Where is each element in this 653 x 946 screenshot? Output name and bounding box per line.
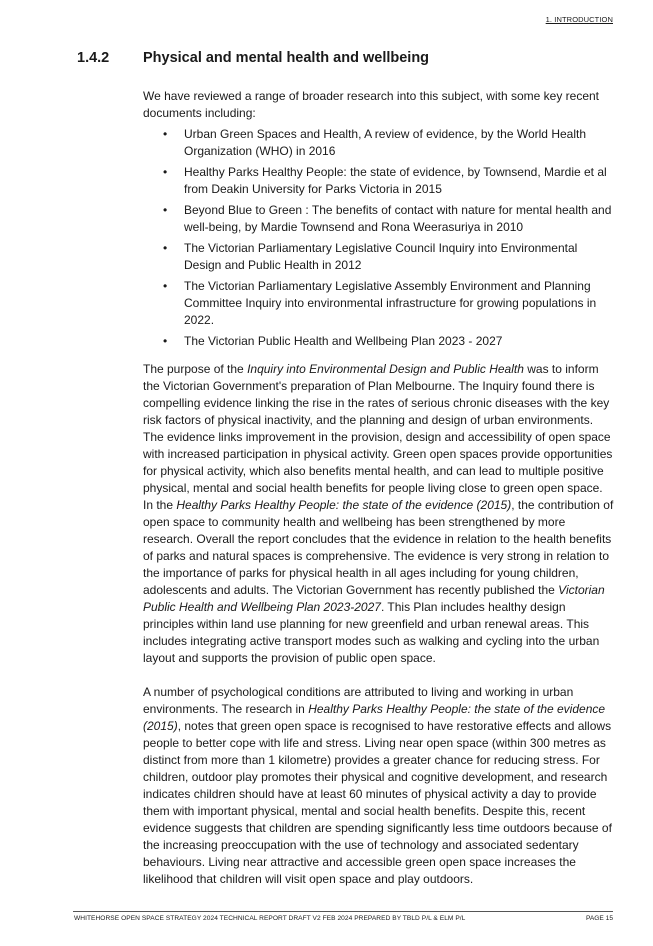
list-item-text: The Victorian Public Health and Wellbeing Plan 2023 - 2027 — [184, 334, 503, 348]
list-item-text: The Victorian Parliamentary Legislative Council Inquiry into Environmental Design and Public Health in 2012 — [184, 241, 578, 272]
list-item — [143, 278, 615, 329]
section-reference: 1. INTRODUCTION — [545, 15, 613, 24]
list-item-text: Healthy Parks Healthy People: the state of evidence, by Townsend, Mardie et al from Deakin University for Parks Victoria in 2015 — [184, 165, 607, 196]
footer-divider — [73, 911, 613, 912]
list-item — [143, 164, 615, 198]
list-item — [143, 333, 615, 350]
body-content — [143, 88, 615, 888]
text-run: A number of psychological conditions are attributed to living and working in urban environments. The research in — [143, 685, 574, 716]
bullet-icon: • — [163, 241, 168, 255]
list-item-text: The Victorian Parliamentary Legislative Assembly Environment and Planning Committee Inquiry into environmental infrastructure for growing populations in 2022. — [184, 279, 597, 327]
footer-document-info: WHITEHORSE OPEN SPACE STRATEGY 2024 TECHNICAL REPORT DRAFT V2 FEB 2024 PREPARED BY TBLD P/L & ELM P/L — [74, 915, 466, 922]
plan-title: Victorian Public Health and Wellbeing Plan 2023-2027 — [143, 583, 605, 614]
bullet-icon: • — [163, 334, 168, 348]
intro-paragraph: We have reviewed a range of broader research into this subject, with some key recent documents including: — [143, 89, 600, 120]
list-item-text: Beyond Blue to Green : The benefits of contact with nature for mental health and well-being, by Mardie Townsend and Rona Weerasuriya in 2010 — [184, 203, 612, 234]
list-item-text: Urban Green Spaces and Health, A review of evidence, by the World Health Organization (WHO) in 2016 — [184, 127, 587, 158]
section-heading — [77, 50, 613, 66]
text-run: . This Plan includes healthy design principles within land use planning for new greenfield and urban renewal areas. This includes integrating active transport modes such as walking and cycling into the urban layout and supports the provision of public open space. — [143, 600, 600, 665]
page-number: PAGE 15 — [586, 915, 613, 922]
text-run: The purpose of the — [143, 362, 248, 376]
bullet-icon: • — [163, 203, 168, 217]
text-run: , notes that green open space is recognised to have restorative effects and allows people to better cope with life and stress. Living near open space (within 300 metres as distinct from more than 1 kilometre) provides a greater chance for reducing stress. For children, outdoor play promotes their physical and cognitive development, and research indicates children should have at least 60 minutes of physical activity a day to provide them with important physical, mental and social health benefits. Despite this, recent evidence suggests that children are spending significantly less time outdoors because of the increasing preoccupation with the use of technology and associated sedentary behaviours. Living near attractive and accessible green open space increases the likelihood that children will visit open space and play outdoors. — [143, 719, 612, 886]
list-item — [143, 126, 615, 160]
list-item — [143, 202, 615, 236]
bullet-icon: • — [163, 127, 168, 141]
psychological-paragraph — [143, 684, 615, 888]
research-document-list — [143, 126, 615, 350]
bullet-icon: • — [163, 279, 168, 293]
text-run: was to inform the Victorian Government's preparation of Plan Melbourne. The Inquiry found there is compelling evidence linking the rise in the rates of serious chronic diseases with the key risk factors of physical inactivity, and the planning and design of urban environments. The evidence links improvement in the provision, design and accessibility of open space with increased participation in physical activity. Green open spaces provide opportunities for physical activity, which also benefits mental health, and can lead to multiple positive physical, mental and social health benefits for people living close to green open space. In the — [143, 362, 613, 512]
report-title: Healthy Parks Healthy People: the state of the evidence (2015) — [143, 702, 606, 733]
list-item — [143, 240, 615, 274]
section-title: Physical and mental health and wellbeing — [143, 50, 430, 66]
inquiry-paragraph — [143, 361, 615, 667]
text-run: , the contribution of open space to community health and wellbeing has been strengthened by more research. Overall the report concludes that the evidence in relation to the health benefits of parks and natural spaces is comprehensive. The evidence is very strong in relation to the importance of parks for physical health in all ages including for young children, adolescents and adults. The Victorian Government has recently published the — [143, 498, 614, 597]
report-title: Healthy Parks Healthy People: the state of the evidence (2015) — [176, 498, 512, 512]
section-number: 1.4.2 — [77, 50, 110, 66]
inquiry-title: Inquiry into Environmental Design and Public Health — [247, 362, 524, 376]
bullet-icon: • — [163, 165, 168, 179]
